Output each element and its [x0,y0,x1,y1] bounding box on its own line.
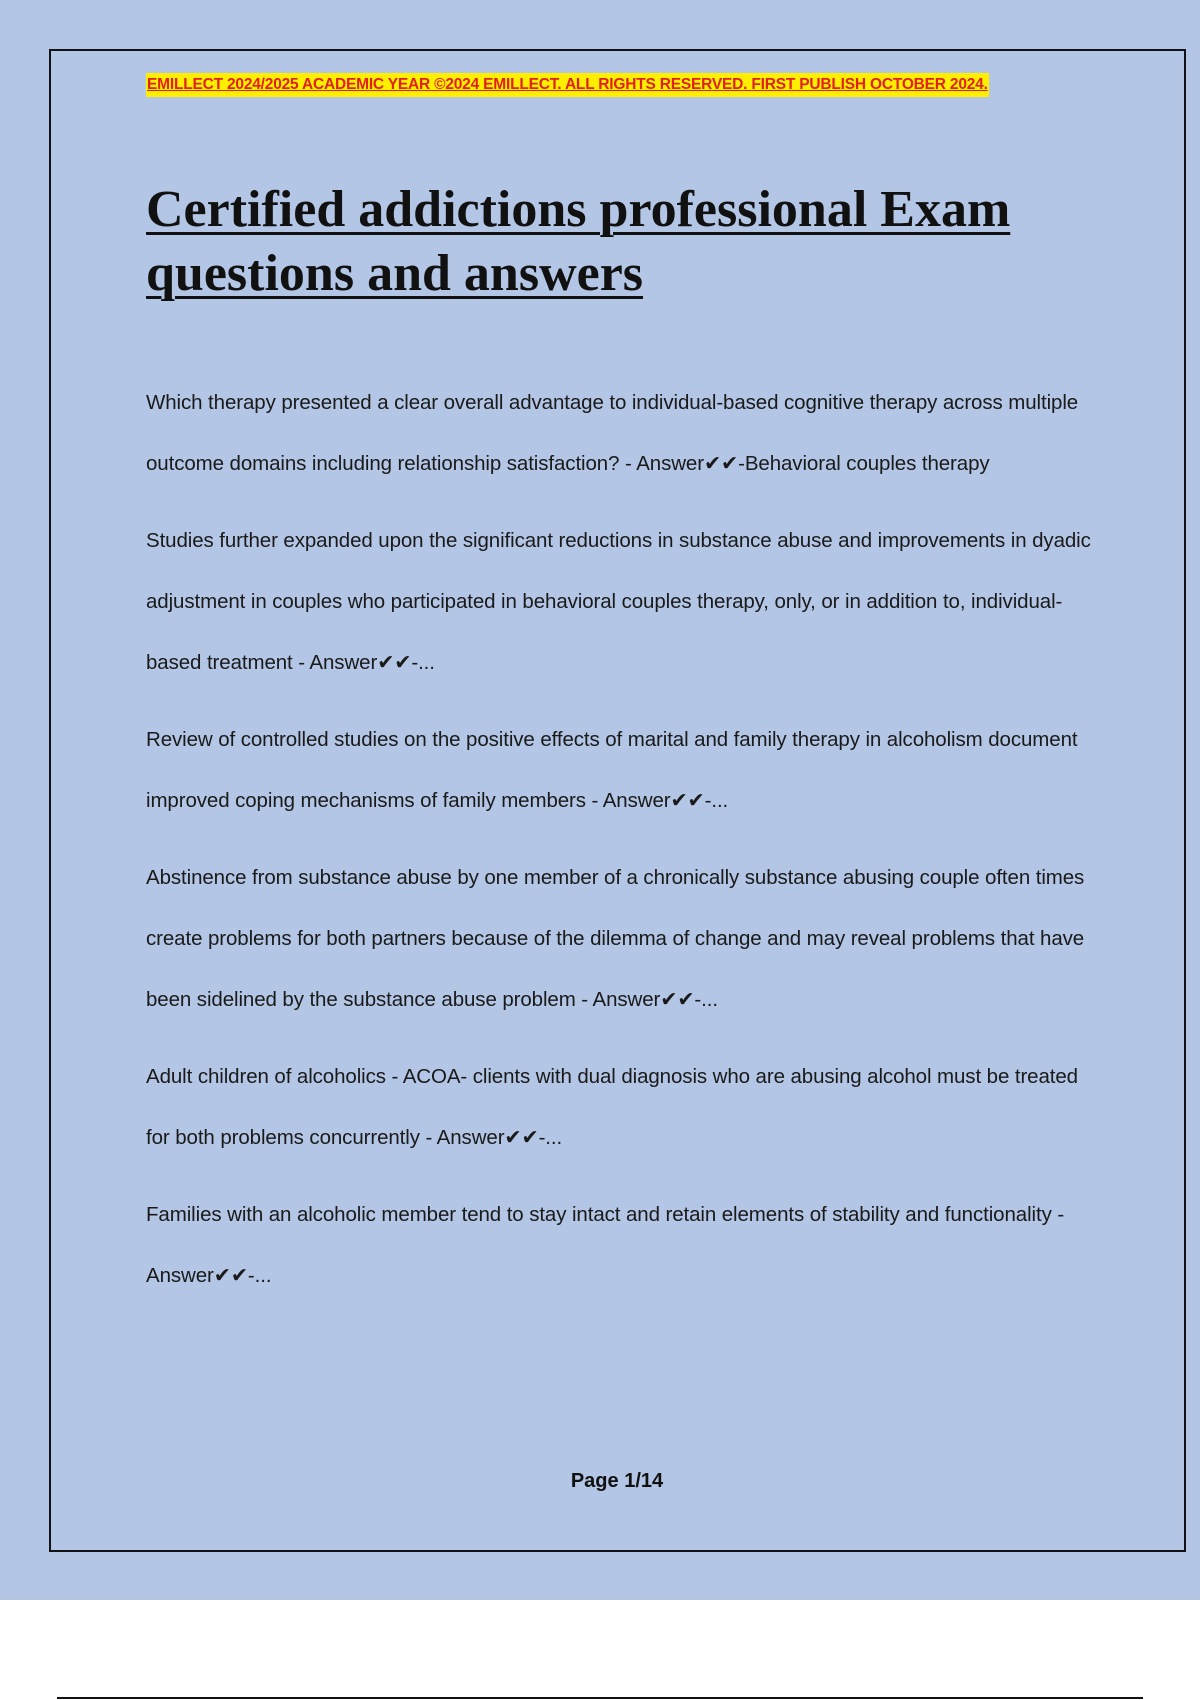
qa-item: Review of controlled studies on the positive effects of marital and family therapy in alcoholism document improved coping mechanisms of family members - Answer✔✔-... [146,728,1078,812]
qa-item: Which therapy presented a clear overall advantage to individual-based cognitive therapy across multiple outcome domains including relationship satisfaction? - Answer✔✔-Behavioral couples therapy [146,391,1079,475]
next-page-divider [57,1697,1143,1699]
copyright-banner: EMILLECT 2024/2025 ACADEMIC YEAR ©2024 EMILLECT. ALL RIGHTS RESERVED. FIRST PUBLISH OCTOBER 2024. [146,73,989,97]
qa-item: Families with an alcoholic member tend to stay intact and retain elements of stability and functionality - Answer✔✔-... [146,1203,1065,1287]
page-number: Page 1/14 [570,1470,664,1492]
qa-item: Studies further expanded upon the significant reductions in substance abuse and improvements in dyadic adjustment in couples who participated in behavioral couples therapy, only, or in addition to, individual-based treatment - Answer✔✔-... [146,529,1091,674]
document-title [146,178,1086,306]
qa-item: Adult children of alcoholics - ACOA- clients with dual diagnosis who are abusing alcohol must be treated for both problems concurrently - Answer✔✔-... [146,1065,1078,1149]
qa-list [146,372,1096,1322]
qa-item: Abstinence from substance abuse by one member of a chronically substance abusing couple often times create problems for both partners because of the dilemma of change and may reveal problems that have been sidelined by the substance abuse problem - Answer✔✔-... [146,866,1085,1011]
document-title-text: Certified addictions professional Exam questions and answers [146,181,1011,302]
